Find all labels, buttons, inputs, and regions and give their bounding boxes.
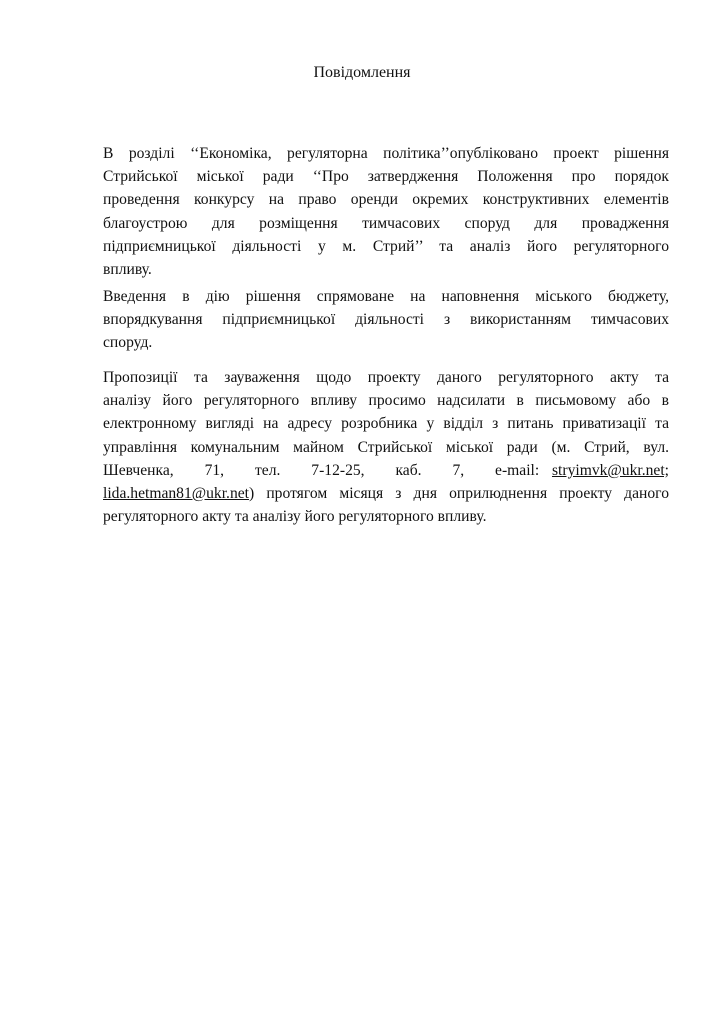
text-line: регуляторного акту та аналізу його регуляторного впливу. (103, 508, 487, 526)
paragraph-2 (103, 285, 669, 355)
text-line: В розділі ‘‘Економіка, регуляторна політика’’опубліковано проект рішення (103, 145, 669, 162)
text-line: управління комунальним майном Стрийської міської ради (м. Стрий, вул. (103, 438, 669, 456)
email-link-lida-hetman[interactable]: lida.hetman81@ukr.net (103, 484, 250, 502)
paragraph-1 (103, 142, 669, 281)
text-line: аналізу його регуляторного впливу просимо надсилати в письмовому або в (103, 392, 669, 410)
text-line-with-email (103, 459, 669, 482)
deadline-text: ) протягом місяця з дня оприлюднення проекту даного (249, 484, 669, 502)
text-line: благоустрою для розміщення тимчасових споруд для провадження (103, 214, 669, 232)
paragraph-3 (103, 366, 669, 528)
text-line: електронному вигляді на адресу розробника у відділ з питань приватизації та (103, 415, 669, 433)
text-line: впливу. (103, 260, 152, 278)
document-title: Повідомлення (313, 64, 411, 81)
text-line: споруд. (103, 334, 153, 352)
text-line: впорядкування підприємницької діяльності з використанням тимчасових (103, 311, 669, 329)
text-line-with-email (103, 482, 669, 505)
text-line: Введення в дію рішення спрямоване на наповнення міського бюджету, (103, 288, 669, 305)
text-line: підприємницької діяльності у м. Стрий’’ та аналіз його регуляторного (103, 237, 669, 255)
text-line: проведення конкурсу на право оренди окремих конструктивних елементів (103, 191, 669, 209)
text-line: Пропозиції та зауваження щодо проекту даного регуляторного акту та (103, 369, 669, 386)
text-line: Стрийської міської ради ‘‘Про затвердження Положення про порядок (103, 168, 669, 186)
email-link-stryimvk[interactable]: stryimvk@ukr.net; (551, 461, 669, 479)
contact-text: Шевченка, 71, тел. 7-12-25, каб. 7, e-mail: (103, 461, 540, 479)
